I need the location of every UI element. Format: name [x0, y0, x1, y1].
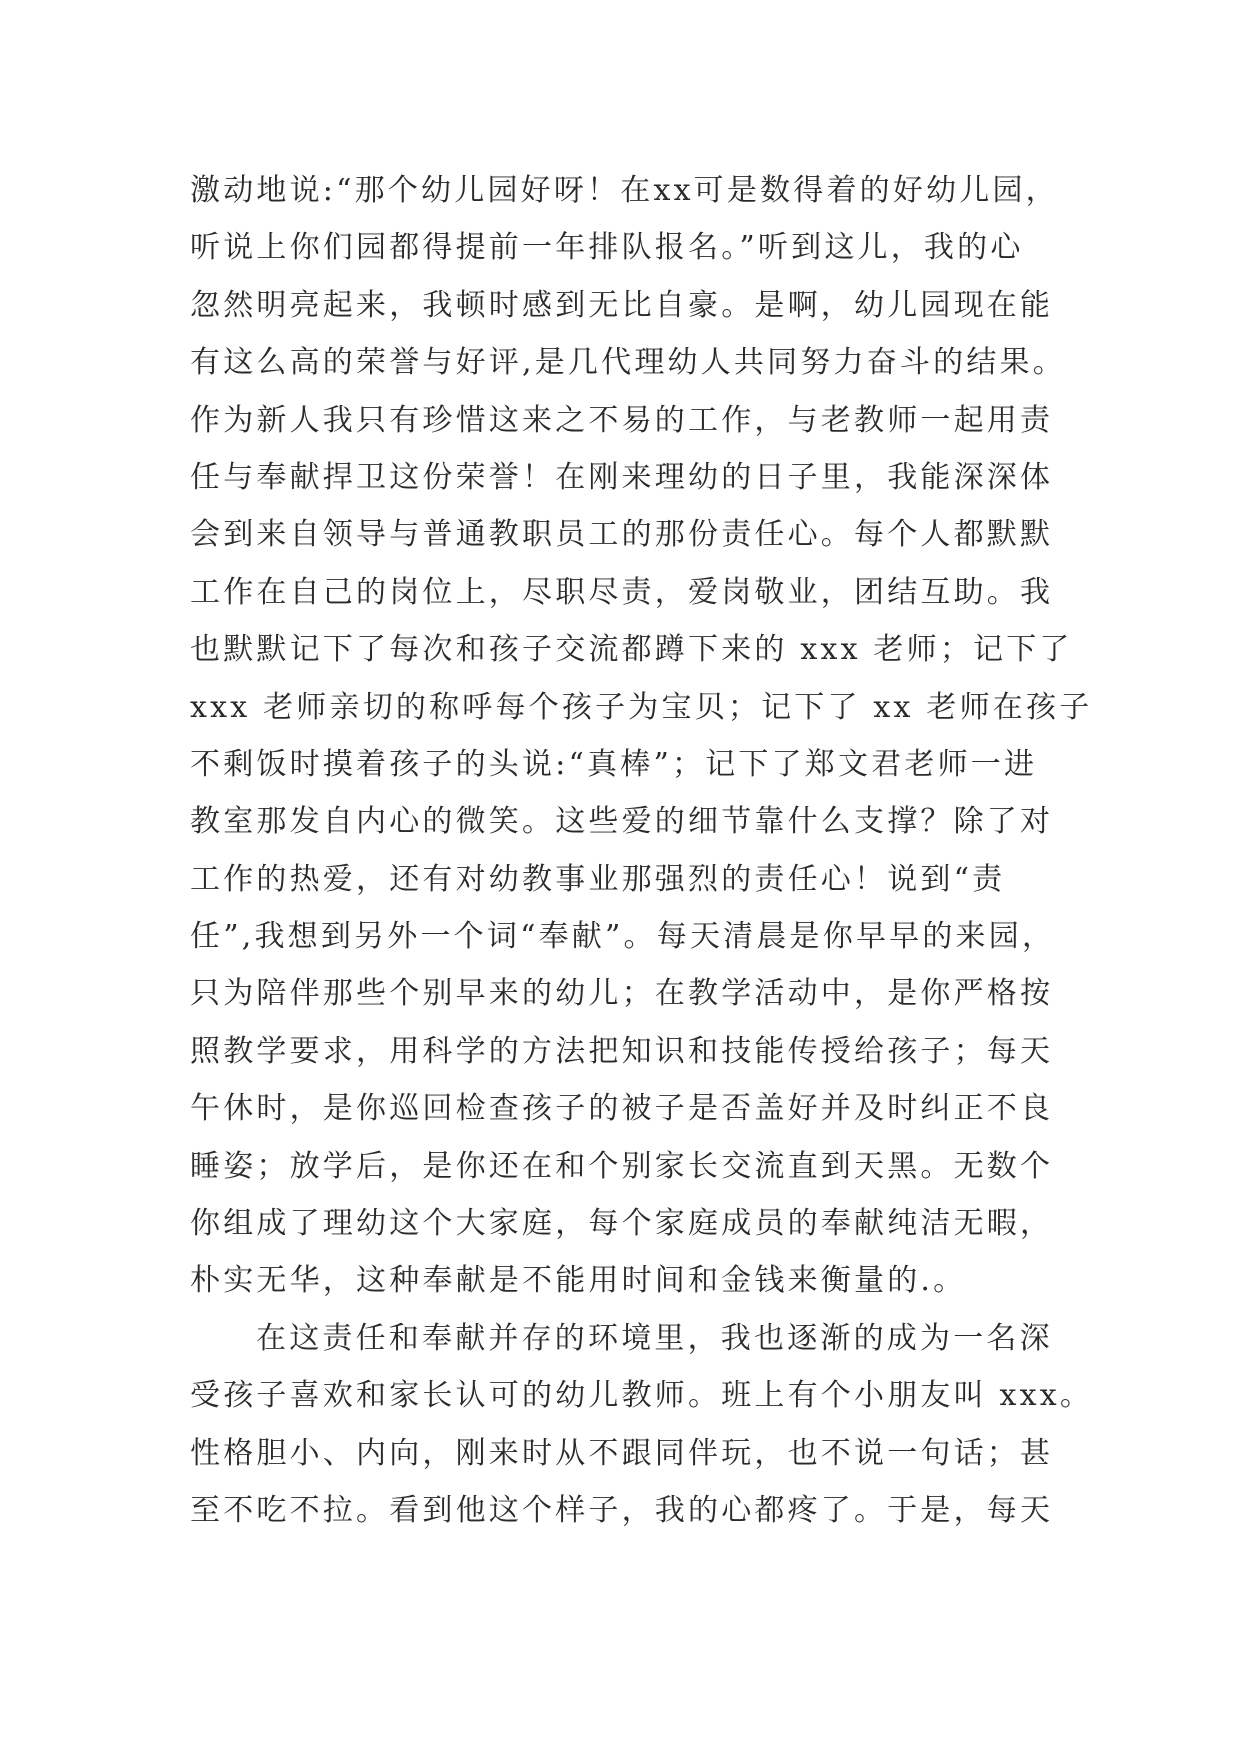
text-line: 任”,我想到另外一个词“奉献”。每天清晨是你早早的来园， [190, 919, 1056, 955]
text-line: 朴实无华，这种奉献是不能用时间和金钱来衡量的.。 [190, 1263, 967, 1299]
body-text [190, 162, 1094, 1539]
text-line: 受孩子喜欢和家长认可的幼儿教师。班上有个小朋友叫 xxx。 [190, 1378, 1094, 1414]
text-line: 教室那发自内心的微笑。这些爱的细节靠什么支撑？除了对 [190, 804, 1054, 840]
text-line: 至不吃不拉。看到他这个样子，我的心都疼了。于是，每天 [190, 1492, 1054, 1528]
text-line: 工作的热爱，还有对幼教事业那强烈的责任心！说到“责 [190, 861, 1006, 897]
text-line: 任与奉献捍卫这份荣誉！在刚来理幼的日子里，我能深深体 [190, 459, 1054, 495]
text-line: 工作在自己的岗位上，尽职尽责，爱岗敬业，团结互助。我 [190, 574, 1054, 610]
text-line: 性格胆小、内向，刚来时从不跟同伴玩，也不说一句话；甚 [190, 1435, 1054, 1471]
text-line: 有这么高的荣誉与好评,是几代理幼人共同努力奋斗的结果。 [190, 345, 1066, 381]
text-line: 激动地说:“那个幼儿园好呀！在xx可是数得着的好幼儿园， [190, 173, 1059, 208]
text-line: 作为新人我只有珍惜这来之不易的工作，与老教师一起用责 [190, 402, 1054, 438]
text-line: 只为陪伴那些个别早来的幼儿；在教学活动中，是你严格按 [190, 976, 1054, 1012]
text-line: 你组成了理幼这个大家庭，每个家庭成员的奉献纯洁无暇， [190, 1206, 1054, 1242]
text-line: 会到来自领导与普通教职员工的那份责任心。每个人都默默 [190, 517, 1054, 553]
text-line: 睡姿；放学后，是你还在和个别家长交流直到天黑。无数个 [190, 1148, 1054, 1184]
text-line: 不剩饭时摸着孩子的头说:“真棒”；记下了郑文君老师一进 [190, 746, 1038, 782]
text-line: 忽然明亮起来，我顿时感到无比自豪。是啊，幼儿园现在能 [190, 287, 1054, 323]
text-line: 照教学要求，用科学的方法把知识和技能传授给孩子；每天 [190, 1033, 1054, 1069]
paragraph-start-line: 在这责任和奉献并存的环境里，我也逐渐的成为一名深 [256, 1320, 1053, 1356]
text-line: xxx 老师亲切的称呼每个孩子为宝贝；记下了 xx 老师在孩子 [190, 689, 1093, 725]
text-line: 听说上你们园都得提前一年排队报名。”听到这儿，我的心 [190, 230, 1024, 266]
text-line: 也默默记下了每次和孩子交流都蹲下来的 xxx 老师；记下了 [190, 632, 1073, 668]
text-line: 午休时，是你巡回检查孩子的被子是否盖好并及时纠正不良 [190, 1091, 1054, 1127]
